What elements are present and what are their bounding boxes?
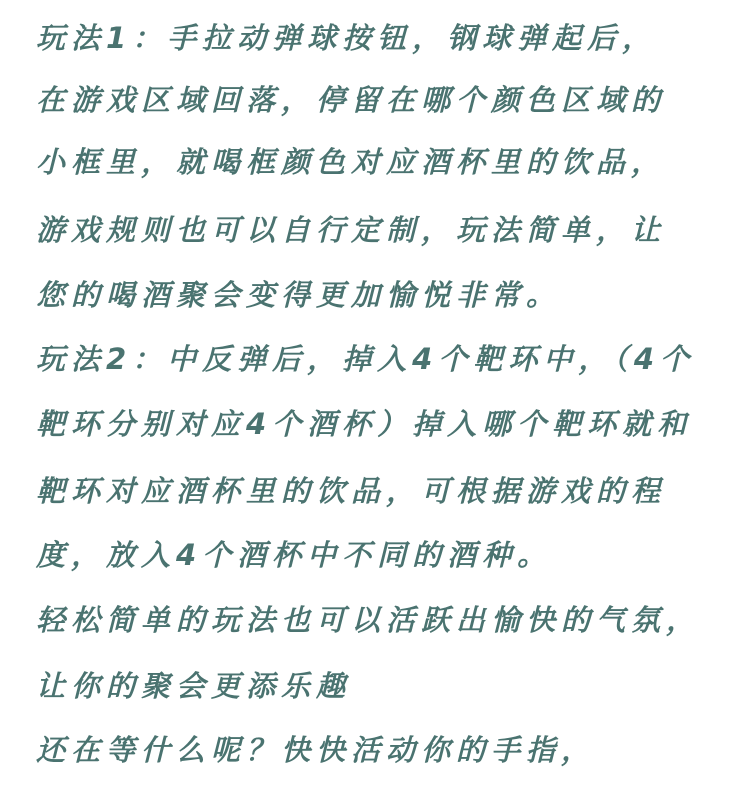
text-line-3: 小框里，就喝框颜色对应酒杯里的饮品，	[36, 145, 667, 179]
text-line-2: 在游戏区域回落，停留在哪个颜色区域的	[36, 83, 667, 117]
text-line-8: 靶环对应酒杯里的饮品，可根据游戏的程	[36, 474, 667, 508]
text-line-4: 游戏规则也可以自行定制，玩法简单，让	[36, 213, 667, 247]
text-line-7: 靶环分别对应4个酒杯）掉入哪个靶环就和	[36, 407, 693, 441]
text-line-6: 玩法2：中反弹后，掉入4个靶环中，（4个	[36, 342, 696, 376]
text-line-10: 轻松简单的玩法也可以活跃出愉快的气氛，	[36, 603, 702, 637]
text-line-5: 您的喝酒聚会变得更加愉悦非常。	[36, 278, 562, 312]
text-line-11: 让你的聚会更添乐趣	[36, 669, 352, 703]
text-line-1: 玩法1：手拉动弹球按钮，钢球弹起后，	[36, 21, 658, 55]
text-line-9: 度，放入4个酒杯中不同的酒种。	[36, 538, 553, 572]
text-line-12: 还在等什么呢？快快活动你的手指，	[36, 733, 597, 767]
